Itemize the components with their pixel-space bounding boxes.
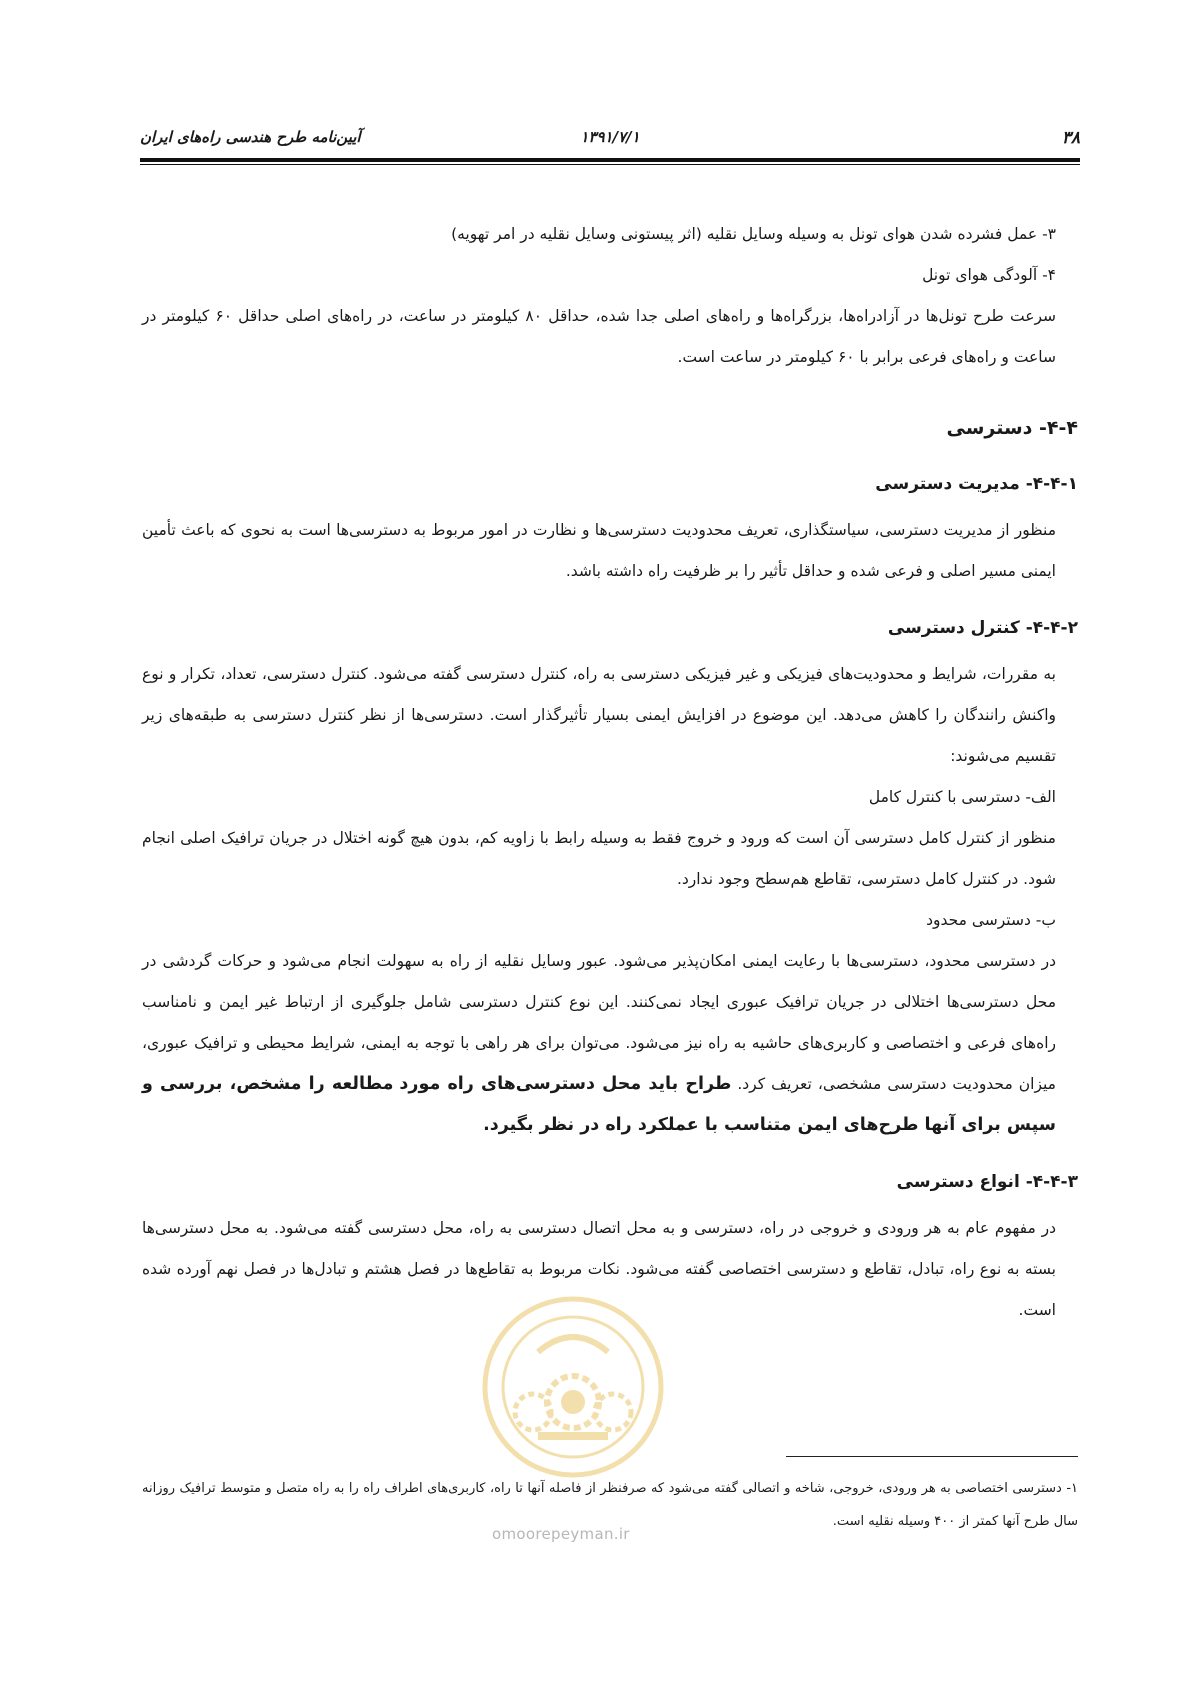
list-item-4: ۴- آلودگی هوای تونل bbox=[922, 266, 1056, 284]
subsection-heading-access-management: ۴-۴-۱- مدیریت دسترسی bbox=[875, 474, 1078, 494]
list-item-full-control: الف- دسترسی با کنترل کامل bbox=[868, 788, 1056, 806]
paragraph-limited-access-emphasis: طراح باید محل دسترسی‌های راه مورد bbox=[399, 1074, 732, 1094]
body-text bbox=[142, 214, 1078, 1331]
document-title: آیین‌نامه طرح هندسی راه‌های ایران bbox=[140, 128, 361, 146]
paragraph-limited-access-text: در دسترسی محدود، دسترسی‌ها با رعایت ایمنی امکان‌پذیر می‌شود. عبور وسایل نقلیه از راه به سهولت انجام می‌شود و حرکات گردشی در محل دسترسی‌ها اختلالی در جریان ترافیک عبوری ایجاد نمی‌کنند. این نوع کنترل دسترسی شامل جلوگیری از ارتباط غیر ایمن و نامناسب راه‌های فرعی و اختصاصی و کاربری‌های حاشیه به راه نیز می‌شود. می‌توان برای هر راهی با توجه به ایمنی، شرایط محیطی و ترافیک عبوری، میزان محدودیت دسترسی مشخصی، تعریف کرد. bbox=[142, 952, 1056, 1093]
paragraph-limited-access-emphasis-cont: مطالعه را مشخص، بررسی و سپس برای آنها طرح‌های ایمن متناسب با عملکرد راه در نظر بگیرد. bbox=[142, 1074, 1056, 1135]
header-rule bbox=[140, 158, 1080, 162]
list-item-limited-access: ب- دسترسی محدود bbox=[926, 911, 1056, 929]
footnote-text: ۱- دسترسی اختصاصی به هر ورودی، خروجی، شاخه و اتصالی گفته می‌شود که صرفنظر از فاصله آنها تا راه، کاربری‌های اطراف راه را به راه متصل و متوسط ترافیک روزانه سال طرح آنها کمتر از ۴۰۰ وسیله نقلیه است. bbox=[142, 1481, 1078, 1529]
paragraph-access-control: به مقررات، شرایط و محدودیت‌های فیزیکی و غیر فیزیکی دسترسی به راه، کنترل دسترسی گفته می‌شود. کنترل دسترسی، تعداد، تکرار و نوع واکنش رانندگان را کاهش می‌دهد. این موضوع در افزایش ایمنی بسیار تأثیرگذار است. دسترسی‌ها از نظر کنترل دسترسی به طبقه‌های زیر تقسیم می‌شوند: bbox=[142, 665, 1056, 765]
page-header bbox=[140, 126, 1080, 156]
subsection-heading-access-types: ۴-۴-۳- انواع دسترسی bbox=[896, 1172, 1078, 1192]
header-rule-thin bbox=[140, 164, 1080, 165]
paragraph-access-management: منظور از مدیریت دسترسی، سیاستگذاری، تعریف محدودیت دسترسی‌ها و نظارت در امور مربوط به دسترسی‌ها است به نحوی که باعث تأمین ایمنی مسیر اصلی و فرعی شده و حداقل تأثیر را بر ظرفیت راه داشته باشد. bbox=[142, 521, 1056, 580]
watermark-seal-icon bbox=[478, 1292, 668, 1482]
header-date: ۱۳۹۱/۷/۱ bbox=[580, 128, 640, 146]
paragraph-design-speed: سرعت طرح تونل‌ها در آزادراه‌ها، بزرگراه‌ها و راه‌های اصلی جدا شده، حداقل ۸۰ کیلومتر در ساعت، در راه‌های اصلی حداقل ۶۰ کیلومتر در ساعت و راه‌های فرعی برابر با ۶۰ کیلومتر در ساعت است. bbox=[142, 307, 1057, 366]
list-item-3: ۳- عمل فشرده شدن هوای تونل به وسیله وسایل نقلیه (اثر پیستونی وسایل نقلیه در امر تهویه) bbox=[451, 225, 1056, 243]
watermark-site: omoorepeyman.ir bbox=[492, 1525, 630, 1543]
section-heading-access: ۴-۴- دسترسی bbox=[946, 417, 1078, 439]
subsection-heading-access-control: ۴-۴-۲- کنترل دسترسی bbox=[887, 618, 1078, 638]
paragraph-access-types: در مفهوم عام به هر ورودی و خروجی در راه، دسترسی و به محل اتصال دسترسی به راه، محل دسترسی گفته می‌شود. به محل دسترسی‌ها بسته به نوع راه، تبادل، تقاطع و دسترسی اختصاصی گفته می‌شود. نکات مربوط به تقاطع‌ها در فصل هشتم و تبادل‌ها در فصل نهم آورده شده است. bbox=[142, 1219, 1056, 1319]
paragraph-full-control: منظور از کنترل کامل دسترسی آن است که ورود و خروج فقط به وسیله رابط با زاویه کم، بدون هیچ گونه اختلال در جریان ترافیک اصلی انجام شود. در کنترل کامل دسترسی، تقاطع هم‌سطح وجود ندارد. bbox=[142, 829, 1056, 888]
paragraph-limited-access bbox=[142, 941, 1078, 1146]
footnote-rule bbox=[786, 1456, 1078, 1457]
page-number: ۳۸ bbox=[1061, 128, 1080, 148]
